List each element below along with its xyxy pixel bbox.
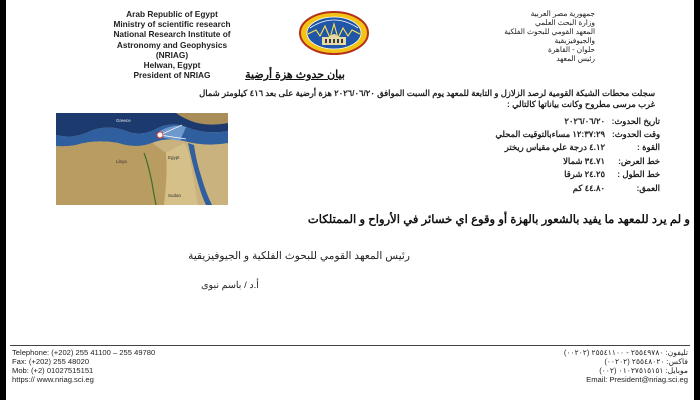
footer-website-link[interactable]: https:// www.nriag.sci.eg	[12, 375, 94, 384]
footer-fax: Fax: (+202) 255 48020	[12, 357, 90, 366]
map-label: Egypt	[168, 155, 180, 160]
epicenter-map	[56, 113, 228, 205]
left-border	[0, 0, 6, 400]
header-en-line: Astronomy and Geophysics	[116, 39, 228, 50]
detail-label: خط الطول :	[617, 169, 660, 180]
detail-value: ٢٤.٢٥ شرقا	[564, 169, 605, 180]
header-ar-line: وزارة البحث العلمي	[534, 18, 595, 27]
detail-value: ٢٠٢٦/٠٦/٢٠	[564, 115, 605, 126]
header-en-line: President of NRIAG	[133, 70, 211, 81]
detail-label: خط العرض:	[618, 155, 660, 166]
header-ar-line: رئيس المعهد	[556, 54, 595, 63]
header-en-line: (NRIAG)	[155, 49, 189, 60]
header-en-line: Ministry of scientific research	[113, 19, 231, 30]
header-ar-line: والجيوفيزيقية	[554, 36, 595, 45]
detail-value: ٤٤.٨٠ كم	[572, 182, 605, 193]
right-border	[694, 0, 700, 400]
map-label: Sudan	[168, 193, 182, 198]
detail-label: القوة :	[637, 142, 660, 153]
detail-value: ٤.١٢ درجة علي مقياس ريختر	[504, 142, 605, 153]
header-en-line: Helwan, Egypt	[143, 60, 201, 71]
detail-row-latitude	[300, 154, 660, 167]
detail-value: ٣٤.٧١ شمالا	[563, 155, 605, 166]
map-label: Greece	[116, 118, 131, 123]
footer-english-contacts	[12, 348, 252, 384]
header-ar-line: المعهد القومي للبحوث الفلكية	[504, 27, 595, 36]
signer-name: أ.د / باسم نبوى	[201, 280, 259, 291]
footer-arabic-contacts	[458, 348, 688, 384]
damage-notice: و لم يرد للمعهد ما يفيد بالشعور بالهزة أو وقوع اي خسائر في الأرواح و الممتلكات	[307, 213, 690, 226]
header-arabic-block	[445, 9, 595, 63]
institution-name: رئيس المعهد القومي للبحوث الفلكية و الجيوفيزيقية	[188, 250, 410, 262]
footer-ar-mobile: موبايل: ٠١٠٢٧٥١٥١٥١ (٠٠٢)	[599, 366, 688, 375]
detail-row-date	[300, 114, 660, 127]
document-title: بيان حدوث هزة أرضية	[245, 69, 345, 81]
detail-label: تاريخ الحدوث:	[611, 115, 660, 126]
detail-label: وقت الحدوث:	[612, 129, 660, 140]
header-ar-line: حلوان - القاهرة	[547, 45, 595, 54]
earthquake-details	[300, 114, 660, 194]
footer-divider	[10, 345, 690, 346]
detail-row-magnitude	[300, 141, 660, 154]
footer-email-link[interactable]: Email: President@nriag.sci.eg	[586, 375, 688, 384]
detail-row-time	[300, 127, 660, 140]
footer-ar-telephone: تليفون: ٢٥٥٤٩٧٨٠ - ٢٥٥٤١١٠٠ (٠٠٢٠٢)	[563, 348, 688, 357]
footer-ar-fax: فاكس: ٢٥٥٤٨٠٢٠ (٠٠٢٠٢)	[604, 357, 688, 366]
header-en-line: Arab Republic of Egypt	[126, 9, 218, 19]
map-label: Libya	[116, 159, 127, 164]
detail-row-depth	[300, 181, 660, 194]
detail-row-longitude	[300, 168, 660, 181]
intro-paragraph: سجلت محطات الشبكة القومية لرصد الزلازل و التابعة للمعهد يوم السبت الموافق ٢٠٢٦/٠٦/٢٠ هزة أرضية على بعد ٤١٦ كيلومتر شمال غرب مرسى مطروح وكانت بياناتها كالتالي :	[199, 88, 655, 109]
header-en-line: National Research Institute of	[113, 29, 231, 40]
detail-value: ١٢:٣٧:٢٩ مساءبالتوقيت المحلي	[495, 129, 605, 140]
footer-mobile: Mob: (+2) 01027515151	[12, 366, 94, 375]
footer-telephone: Telephone: (+202) 255 41100 – 255 49780	[12, 348, 156, 357]
detail-label: العمق:	[636, 182, 660, 193]
header-ar-line: جمهورية مصر العربية	[530, 9, 595, 18]
nriag-logo	[298, 10, 370, 56]
